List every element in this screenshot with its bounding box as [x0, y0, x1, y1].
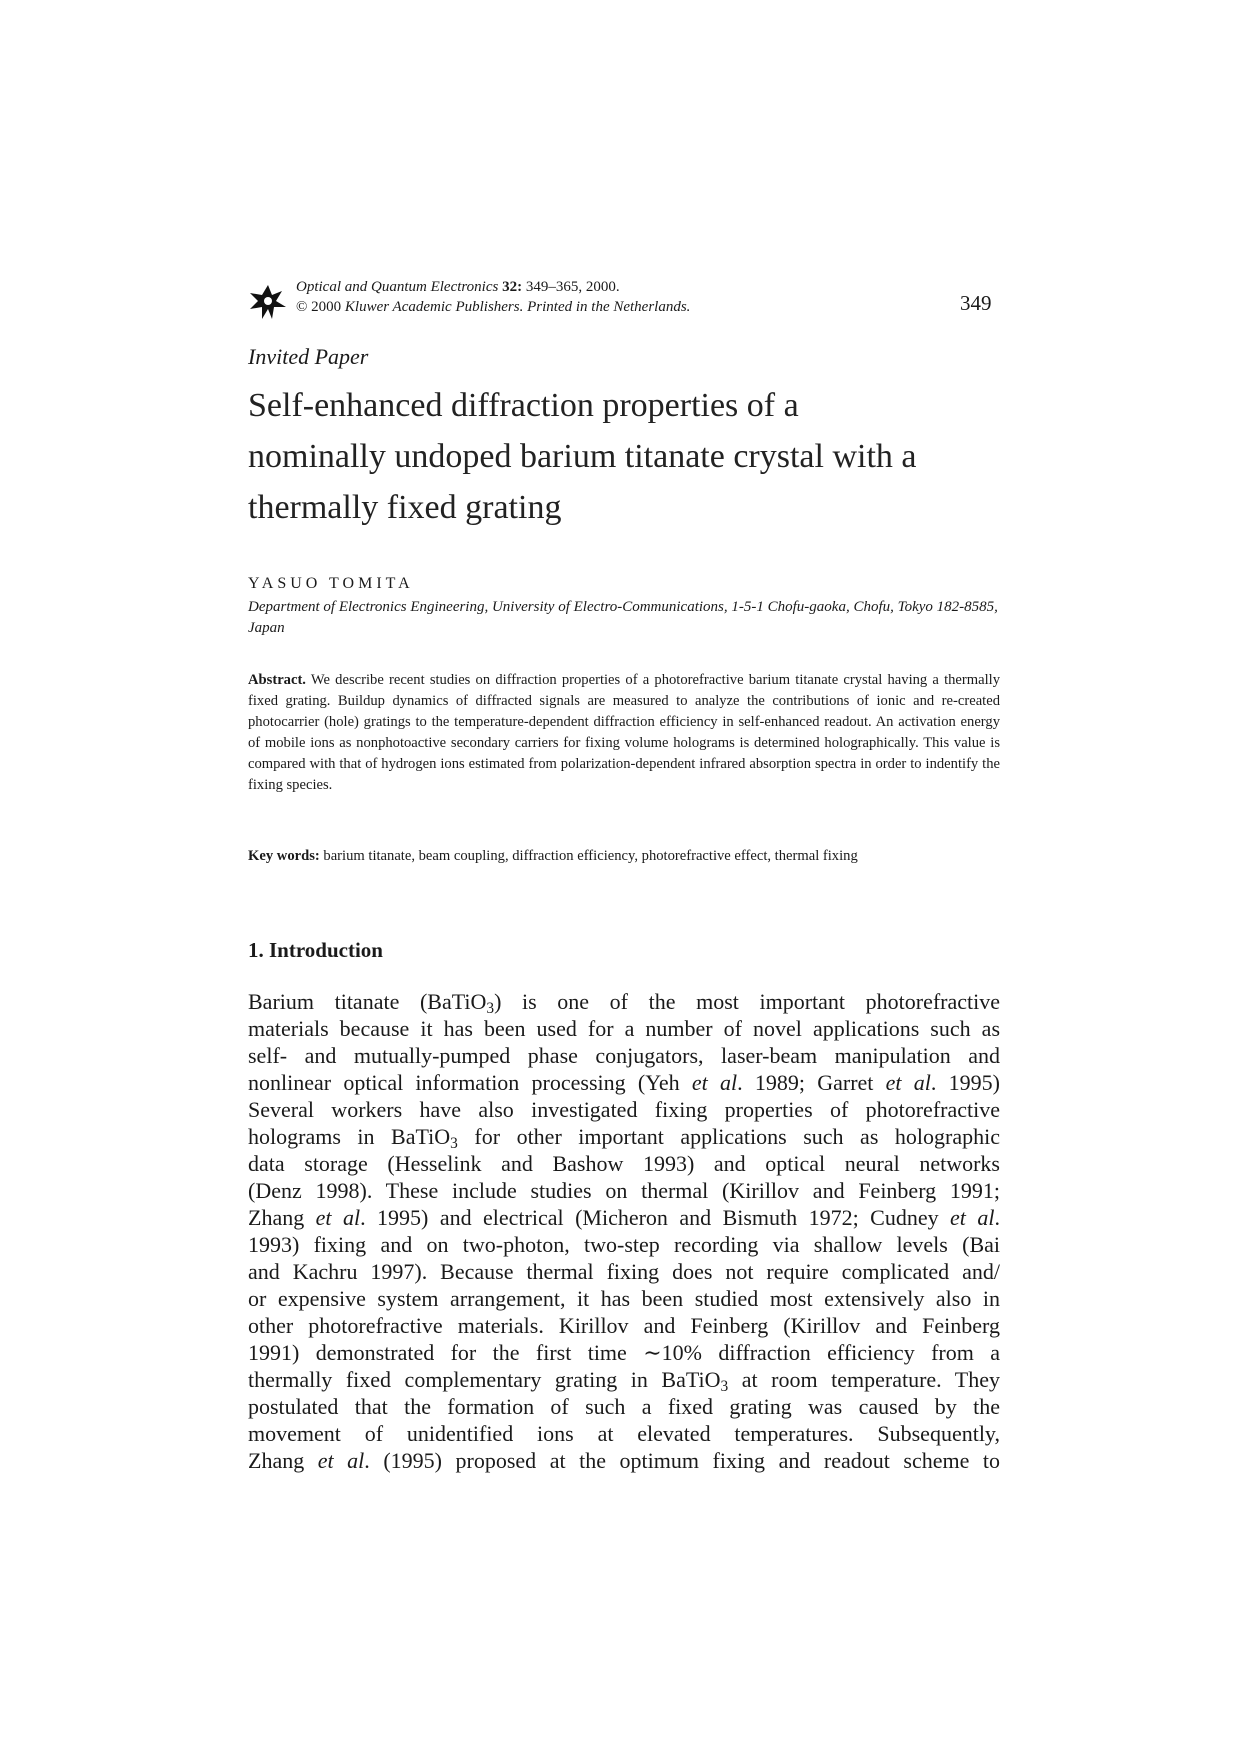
author-name: YASUO TOMITA [248, 575, 414, 592]
journal-volume: 32: [502, 279, 523, 295]
title-line: nominally undoped barium titanate crystal with a [248, 438, 917, 475]
body-line: nonlinear optical information processing (Yeh et al. 1989; Garret et al. 1995) [248, 1070, 1000, 1095]
body-line: Zhang et al. 1995) and electrical (Micheron and Bismuth 1972; Cudney et al. [248, 1205, 1000, 1230]
body-line: 1993) fixing and on two-photon, two-step recording via shallow levels (Bai [248, 1232, 1000, 1257]
body-line: Zhang et al. (1995) proposed at the optimum fixing and readout scheme to [248, 1448, 1001, 1473]
journal-header [248, 277, 998, 321]
publisher-line: Kluwer Academic Publishers. Printed in the Netherlands. [344, 299, 691, 315]
body-line: and Kachru 1997). Because thermal fixing does not require complicated and/ [248, 1259, 1000, 1284]
abstract-label: Abstract. [248, 672, 306, 688]
journal-citation [296, 277, 690, 317]
abstract [248, 670, 1000, 796]
author-affiliation: Department of Electronics Engineering, University of Electro-Communications, 1-5-1 Chofu-gaoka, Chofu, Tokyo 182-8585, Japan [248, 599, 998, 636]
title-line: thermally fixed grating [248, 489, 562, 526]
body-line: 1991) demonstrated for the first time ∼10% diffraction efficiency from a [248, 1340, 1000, 1365]
keywords-text: barium titanate, beam coupling, diffraction efficiency, photorefractive effect, thermal fixing [323, 848, 858, 864]
keywords [248, 848, 1008, 865]
copyright-year: © 2000 [296, 299, 342, 315]
journal-pages: 349–365, 2000. [525, 279, 620, 295]
body-line: or expensive system arrangement, it has been studied most extensively also in [248, 1286, 1000, 1311]
body-line: movement of unidentified ions at elevated temperatures. Subsequently, [248, 1421, 1000, 1446]
body-line: holograms in BaTiO$_3$ for other important applications such as holographic [248, 1124, 1000, 1152]
body-line: materials because it has been used for a number of novel applications such as [248, 1016, 1000, 1041]
paper-type: Invited Paper [248, 344, 369, 369]
title-line: Self-enhanced diffraction properties of a [248, 387, 799, 424]
abstract-text: We describe recent studies on diffraction properties of a photorefractive barium titanate crystal having a thermally fixed grating. Buildup dynamics of diffracted signals are measured to analyze the contributions of ionic and re-created photocarrier (hole) gratings to the temperature-dependent diffraction efficiency in self-enhanced readout. An activation energy of mobile ions as nonphotoactive secondary carriers for fixing volume holograms is determined holographically. This value is compared with that of hydrogen ions estimated from polarization-dependent infrared absorption spectra in order to indentify the fixing species. [248, 672, 1000, 793]
body-line: postulated that the formation of such a fixed grating was caused by the [248, 1394, 1000, 1419]
section-heading: 1. Introduction [248, 938, 383, 962]
body-line: data storage (Hesselink and Bashow 1993) and optical neural networks [248, 1151, 1000, 1176]
page-number: 349 [960, 291, 992, 315]
paper-title [248, 380, 1008, 533]
body-line: (Denz 1998). These include studies on thermal (Kirillov and Feinberg 1991; [248, 1178, 1000, 1203]
publisher-logo-icon [248, 281, 288, 321]
body-line: Barium titanate (BaTiO$_3$) is one of the most important photorefractive [248, 989, 1001, 1017]
keywords-label: Key words: [248, 848, 320, 864]
body-line: self- and mutually-pumped phase conjugators, laser-beam manipulation and [248, 1043, 1000, 1068]
journal-name: Optical and Quantum Electronics [296, 279, 499, 295]
body-line: thermally fixed complementary grating in BaTiO$_3$ at room temperature. They [248, 1367, 1000, 1395]
body-line: other photorefractive materials. Kirillov and Feinberg (Kirillov and Feinberg [248, 1313, 1000, 1338]
introduction-body [248, 988, 1000, 1474]
body-line: Several workers have also investigated fixing properties of photorefractive [248, 1097, 1000, 1122]
